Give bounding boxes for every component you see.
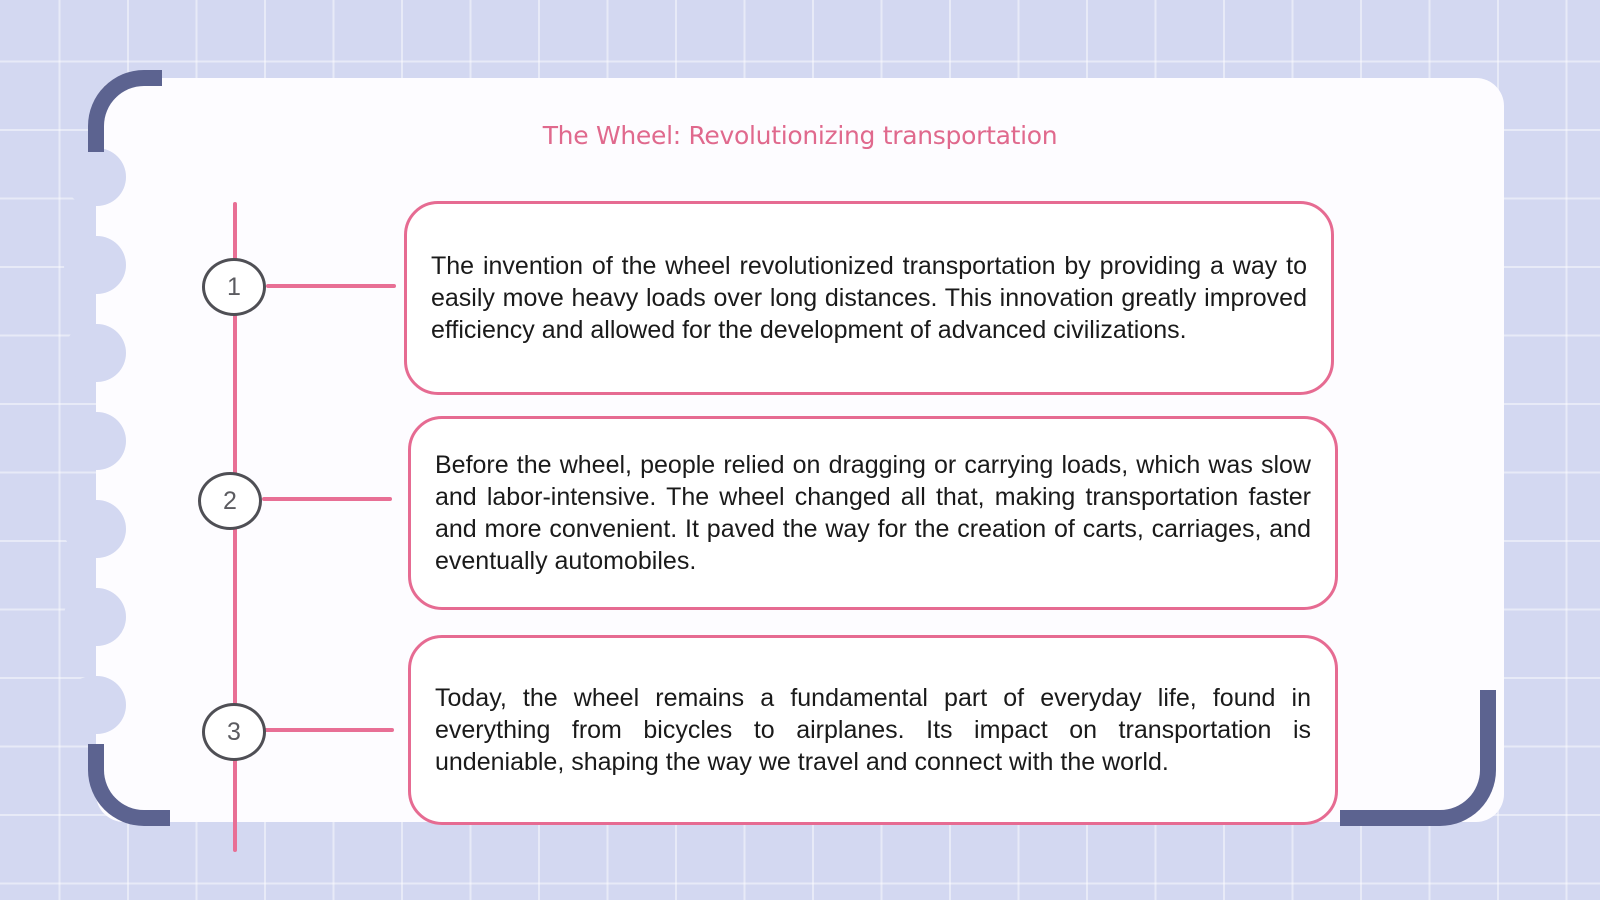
notebook-notch (64, 412, 126, 470)
timeline-marker-2: 2 (198, 472, 262, 530)
timeline-marker-1: 1 (202, 258, 266, 316)
timeline-marker-3: 3 (202, 703, 266, 761)
corner-bracket-bottom-right (1340, 690, 1496, 826)
corner-bracket-bottom-left (88, 744, 170, 826)
timeline-text-box-3 (408, 635, 1338, 825)
timeline-text-box-1 (404, 201, 1334, 395)
notebook-notch (64, 500, 126, 558)
notebook-notch (64, 236, 126, 294)
timeline-text-box-2 (408, 416, 1338, 610)
timeline-connector (266, 284, 396, 288)
timeline-text-2: Before the wheel, people relied on dragging or carrying loads, which was slow and labor-intensive. The wheel changed all that, making transportation faster and more convenient. It paved the way for the creation of carts, carriages, and eventually automobiles. (435, 451, 1311, 575)
timeline-connector (262, 497, 392, 501)
notebook-notch (64, 324, 126, 382)
timeline-text-1: The invention of the wheel revolutionized transportation by providing a way to easily move heavy loads over long distances. This innovation greatly improved efficiency and allowed for the development of advanced civilizations. (431, 252, 1307, 344)
page-title: The Wheel: Revolutionizing transportation (542, 121, 1058, 150)
corner-bracket-top-left (88, 70, 162, 152)
notebook-notch (64, 148, 126, 206)
timeline-text-3: Today, the wheel remains a fundamental part of everyday life, found in everything from bicycles to airplanes. Its impact on transportation is undeniable, shaping the way we travel and connect with the world. (435, 684, 1311, 776)
timeline-connector (264, 728, 394, 732)
notebook-notch (64, 676, 126, 734)
notebook-notch (64, 588, 126, 646)
